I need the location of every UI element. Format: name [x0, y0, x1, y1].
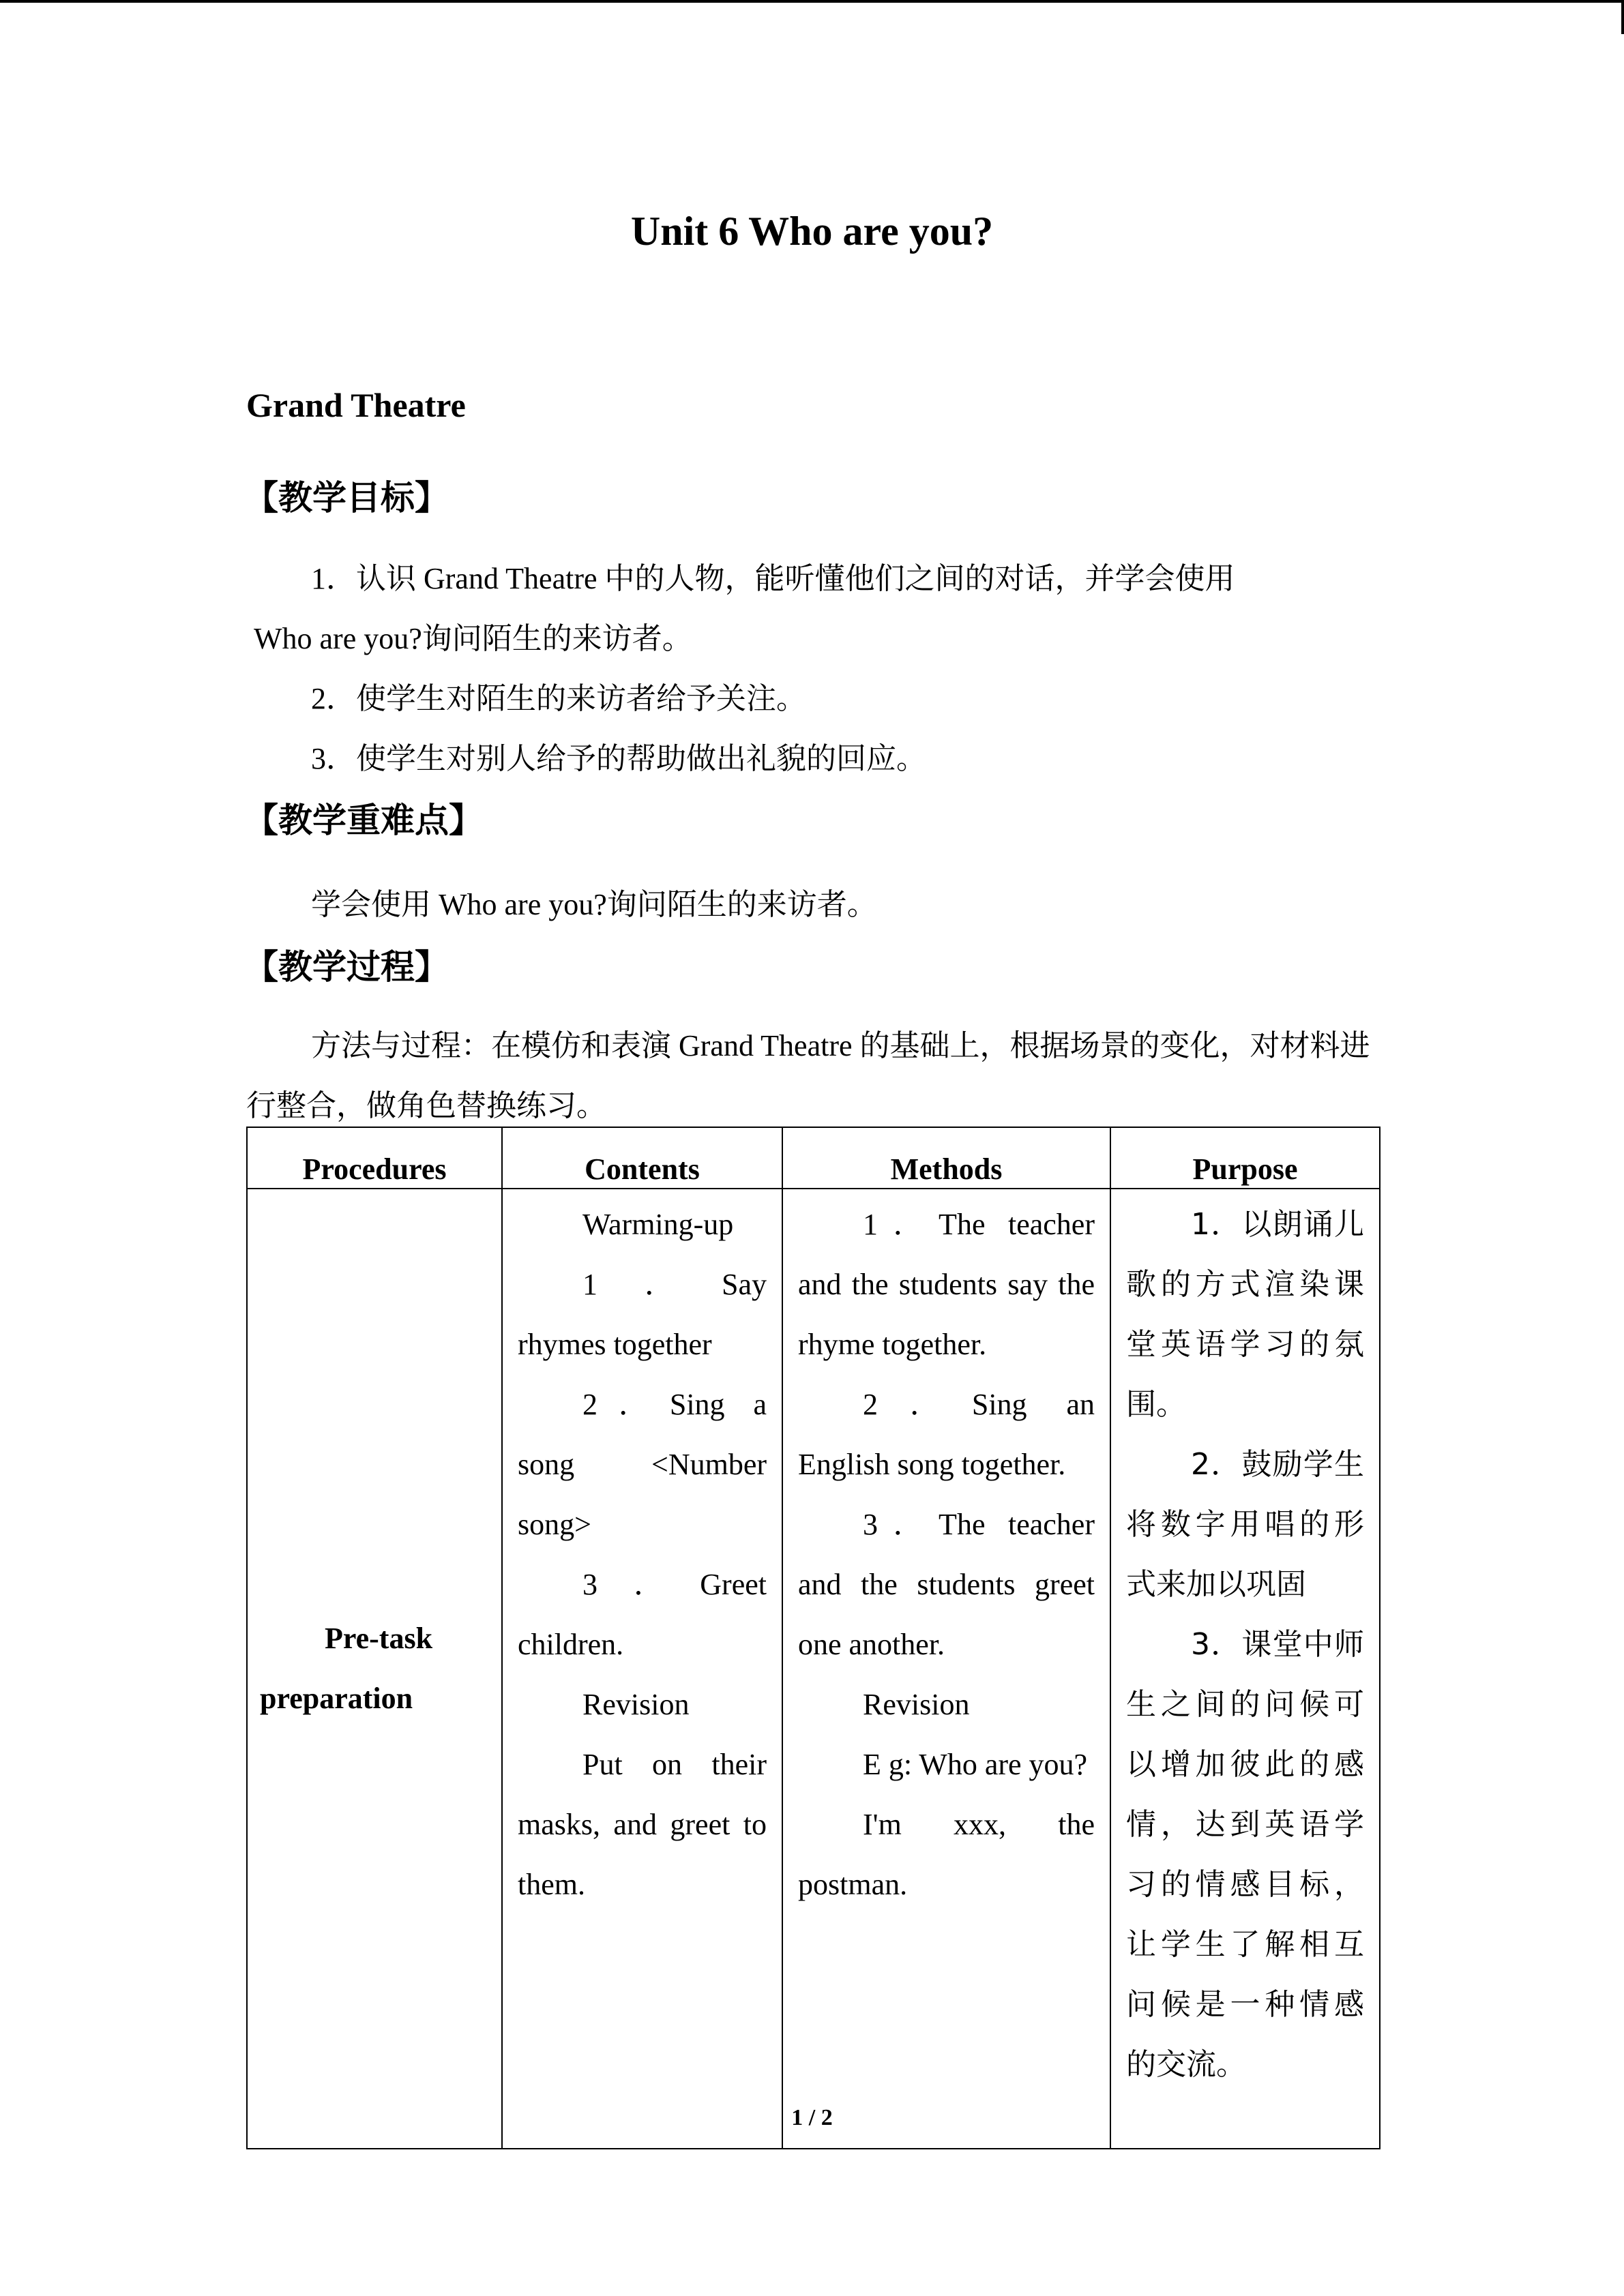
objective-1-line-1: 1．认识 Grand Theatre 中的人物，能听懂他们之间的对话，并学会使用	[311, 562, 1235, 595]
contents-item: Revision	[582, 1688, 690, 1721]
contents-item: 1．Say rhymes together	[518, 1268, 767, 1361]
corner-mark	[1621, 0, 1624, 34]
page-number: 1 / 2	[791, 2105, 833, 2130]
key-points-text: 学会使用 Who are you?询问陌生的来访者。	[311, 888, 877, 921]
objective-1-line-2: Who are you?询问陌生的来访者。	[254, 622, 692, 655]
process-intro	[246, 1016, 1378, 1136]
table-row	[247, 1189, 1380, 2149]
contents-item: Warming-up	[582, 1208, 734, 1241]
contents-item: 3．Greet children.	[518, 1568, 767, 1661]
header-methods: Methods	[782, 1127, 1110, 1189]
methods-item: E g: Who are you?	[863, 1748, 1088, 1781]
section-process: 【教学过程】	[244, 947, 449, 987]
section-objectives: 【教学目标】	[244, 478, 449, 518]
process-intro-text: 方法与过程：在模仿和表演 Grand Theatre 的基础上，根据场景的变化，对材料进行整合，做角色替换练习。	[246, 1029, 1370, 1122]
methods-cell	[782, 1189, 1110, 2149]
methods-item: I'm xxx, the postman.	[798, 1808, 1095, 1901]
objective-3: 3．使学生对别人给予的帮助做出礼貌的回应。	[311, 742, 926, 775]
lesson-subtitle: Grand Theatre	[246, 386, 466, 424]
methods-item: 2．Sing an English song together.	[798, 1388, 1095, 1481]
document-title: Unit 6 Who are you?	[630, 209, 994, 254]
section-key-points: 【教学重难点】	[244, 801, 483, 840]
purpose-item: 1．以朗诵儿歌的方式渲染课堂英语学习的氛围。	[1126, 1207, 1364, 1422]
contents-cell	[502, 1189, 782, 2149]
purpose-cell	[1110, 1189, 1380, 2149]
procedure-table	[246, 1127, 1381, 2149]
contents-item: Put on their masks, and greet to them.	[518, 1748, 767, 1901]
purpose-item: 3．课堂中师生之间的问候可以增加彼此的感情，达到英语学习的情感目标，让学生了解相互问候是一种情感的交流。	[1126, 1627, 1364, 2082]
procedure-cell	[247, 1189, 502, 2149]
header-purpose: Purpose	[1110, 1127, 1380, 1189]
methods-item: 3．The teacher and the students greet one another.	[798, 1508, 1095, 1661]
methods-item: Revision	[863, 1688, 970, 1721]
purpose-item: 2．鼓励学生将数字用唱的形式来加以巩固	[1126, 1447, 1364, 1602]
header-contents: Contents	[502, 1127, 782, 1189]
table-header-row	[247, 1127, 1380, 1189]
header-procedures: Procedures	[247, 1127, 502, 1189]
procedure-name: Pre-task preparation	[260, 1622, 433, 1715]
contents-item: 2．Sing a song <Number song>	[518, 1388, 767, 1541]
methods-item: 1．The teacher and the students say the rhyme together.	[798, 1208, 1095, 1361]
top-border	[0, 0, 1624, 3]
objective-2: 2．使学生对陌生的来访者给予关注。	[311, 682, 806, 715]
